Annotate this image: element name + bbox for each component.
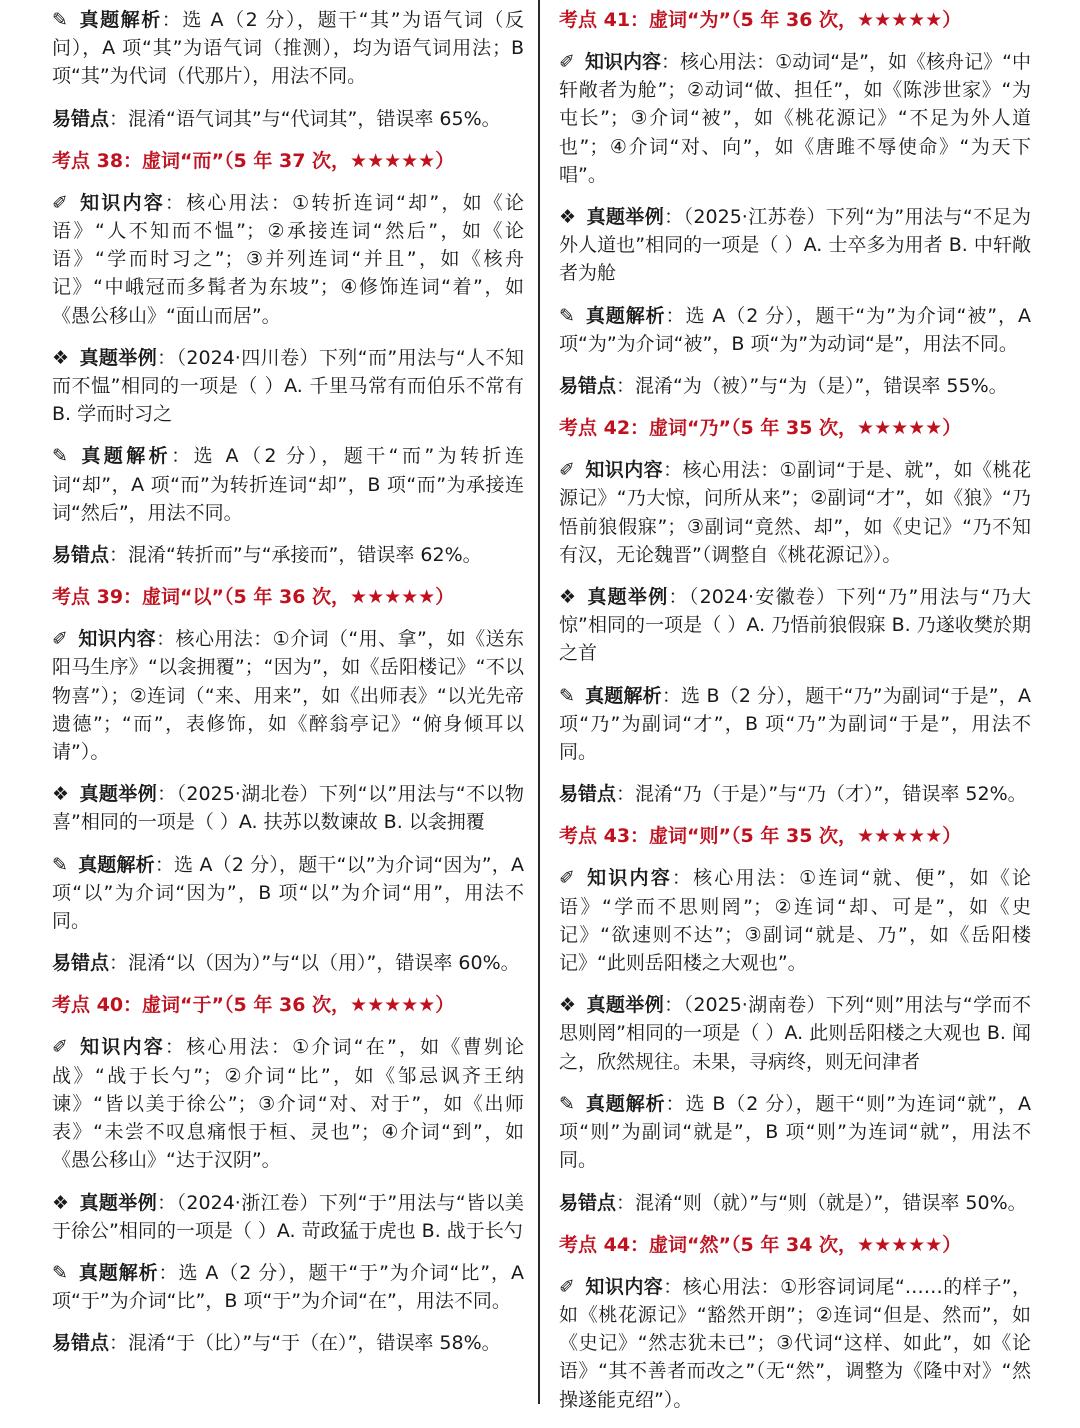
analysis-text: ：选 A（2 分），题干“以”为介词“因为”，A 项“以”为介词“因为”，B 项“以”为介词“用”，用法不同。 — [52, 853, 524, 933]
knowledge-label: 知识内容 — [584, 51, 662, 73]
pitfall-text: ：混淆“乃（于是）”与“乃（才）”，错误率 52%。 — [616, 783, 1027, 806]
analysis-label: 真题解析 — [77, 853, 155, 876]
analysis-block — [52, 6, 524, 91]
point-heading: 考点 42：虚词“乃”（5 年 35 次，★★★★★） — [559, 417, 962, 440]
analysis-label: 真题解析 — [77, 9, 162, 31]
pitfall-label: 易错点 — [559, 783, 617, 806]
pitfall-block — [559, 372, 1031, 400]
pitfall-text: ：混淆“语气词其”与“代词其”，错误率 65%。 — [109, 107, 501, 130]
point-heading: 考点 44：虚词“然”（5 年 34 次，★★★★★） — [559, 1233, 962, 1256]
pen-icon: ✐ — [559, 867, 575, 890]
analysis-text: ：选 A（2 分），题干“而”为转折连词“却”，A 项“而”为转折连词“却”，B 项“而”为承接连词“然后”，用法不同。 — [52, 445, 524, 524]
diamond-icon: ❖ — [559, 206, 577, 229]
example-text: ：（2024·安徽卷）下列“乃”用法与“乃大惊”相同的一项是（ ）A. 乃悟前狼假寐 B. 乃遂收樊於期之首 — [559, 586, 1031, 665]
point-heading: 考点 41：虚词“为”（5 年 36 次，★★★★★） — [559, 9, 962, 31]
example-text: ：（2025·湖北卷）下列“以”用法与“不以物喜”相同的一项是（ ）A. 扶苏以数谏故 B. 以衾拥覆 — [52, 783, 524, 834]
pitfall-label: 易错点 — [559, 1191, 617, 1214]
example-label: 真题举例 — [587, 586, 669, 609]
analysis-text: ：选 B（2 分），题干“乃”为副词“于是”，A 项“乃”为副词“才”，B 项“乃”为副词“于是”，用法不同。 — [559, 684, 1031, 764]
example-label: 真题举例 — [79, 783, 158, 806]
example-block — [52, 344, 524, 429]
pitfall-block — [52, 541, 524, 569]
knowledge-block — [559, 48, 1031, 189]
knowledge-text: ：核心用法：①形容词词尾“……的样子”，如《桃花源记》“豁然开朗”；②连词“但是、然而”，如《史记》“然志犹未已”；③代词“这样、如此”，如《论语》“其不善者而改之”（无“然”，调整为《隆中对》“然操遂能克绍”）。 — [559, 1275, 1031, 1411]
diamond-icon: ❖ — [52, 1191, 70, 1214]
pencil-icon: ✎ — [559, 684, 575, 707]
pen-icon: ✐ — [559, 1275, 575, 1298]
analysis-text: ：选 A（2 分），题干“于”为介词“比”，A 项“于”为介词“比”，B 项“于”为介词“在”，用法不同。 — [52, 1261, 524, 1313]
example-block — [559, 583, 1031, 668]
example-text: ：（2025·江苏卷）下列“为”用法与“不足为外人道也”相同的一项是（ ）A. 士卒多为用者 B. 中轩敞者为舱 — [559, 206, 1031, 285]
example-block — [559, 203, 1031, 288]
pitfall-label: 易错点 — [52, 544, 110, 567]
analysis-block — [52, 851, 524, 936]
knowledge-text: ：核心用法：①介词（“用、拿”，如《送东阳马生序》“以衾拥覆”；“因为”，如《岳阳楼记》“不以物喜”）；②连词（“来、用来”，如《出师表》“以光先帝遗德”；“而”，表修饰，如《醉翁亭记》“俯身倾耳以请”）。 — [52, 628, 524, 764]
analysis-text: ：选 A（2 分），题干“为”为介词“被”，A 项“为”为介词“被”，B 项“为”为动词“是”，用法不同。 — [559, 304, 1031, 355]
knowledge-label: 知识内容 — [584, 867, 672, 890]
analysis-block — [559, 682, 1031, 767]
analysis-label: 真题解析 — [77, 1261, 159, 1284]
pitfall-label: 易错点 — [52, 952, 110, 975]
example-block — [52, 780, 524, 836]
knowledge-label: 知识内容 — [77, 1036, 165, 1059]
pitfall-block — [52, 105, 524, 133]
right-column — [559, 6, 1031, 1428]
example-label: 真题举例 — [586, 994, 665, 1017]
analysis-label: 真题解析 — [584, 304, 666, 327]
knowledge-text: ：核心用法：①动词“是”，如《核舟记》“中轩敞者为舱”；②动词“做、担任”，如《陈涉世家》“为屯长”；③介词“被”，如《桃花源记》“不足为外人道也”；④介词“对、向”，如《唐雎不辱使命》“为天下唱”。 — [559, 51, 1031, 186]
analysis-text: ：选 B（2 分），题干“则”为连词“就”，A 项“则”为副词“就是”，B 项“则”为连词“就”，用法不同。 — [559, 1092, 1031, 1172]
pitfall-label: 易错点 — [52, 107, 110, 130]
column-divider — [538, 0, 540, 1404]
analysis-block — [52, 442, 524, 527]
example-text: ：（2024·四川卷）下列“而”用法与“人不知而不愠”相同的一项是（ ）A. 千里马常有而伯乐不常有 B. 学而时习之 — [52, 346, 524, 426]
knowledge-label: 知识内容 — [77, 191, 165, 214]
pencil-icon: ✎ — [559, 1092, 575, 1115]
pitfall-text: ：混淆“以（因为）”与“以（用）”，错误率 60%。 — [109, 952, 520, 975]
example-label: 真题举例 — [586, 206, 665, 229]
analysis-text: ：选 A（2 分），题干“其”为语气词（反问），A 项“其”为语气词（推测），均为语气词用法；B 项“其”为代词（代那片），用法不同。 — [52, 9, 524, 88]
diamond-icon: ❖ — [52, 783, 70, 806]
knowledge-label: 知识内容 — [584, 459, 664, 482]
pen-icon: ✐ — [559, 51, 575, 73]
example-text: ：（2024·浙江卷）下列“于”用法与“皆以美于徐公”相同的一项是（ ）A. 苛政猛于虎也 B. 战于长勺 — [52, 1191, 524, 1242]
knowledge-label: 知识内容 — [77, 628, 157, 651]
diamond-icon: ❖ — [52, 346, 70, 369]
analysis-label: 真题解析 — [77, 445, 172, 468]
knowledge-label: 知识内容 — [584, 1275, 664, 1298]
pitfall-text: ：混淆“转折而”与“承接而”，错误率 62%。 — [109, 544, 482, 567]
point-heading: 考点 38：虚词“而”（5 年 37 次，★★★★★） — [52, 149, 455, 172]
pitfall-block — [559, 780, 1031, 808]
pitfall-text: ：混淆“为（被）”与“为（是）”，错误率 55%。 — [616, 375, 1008, 398]
pen-icon: ✐ — [52, 628, 68, 651]
knowledge-block — [559, 1273, 1031, 1414]
knowledge-block — [52, 625, 524, 766]
diamond-icon: ❖ — [559, 994, 577, 1017]
diamond-icon: ❖ — [559, 586, 578, 609]
pen-icon: ✐ — [52, 1036, 68, 1059]
point-heading: 考点 39：虚词“以”（5 年 36 次，★★★★★） — [52, 586, 455, 609]
pencil-icon: ✎ — [52, 1261, 68, 1284]
pencil-icon: ✎ — [559, 304, 575, 327]
example-text: ：（2025·湖南卷）下列“则”用法与“学而不思则罔”相同的一项是（ ）A. 此则岳阳楼之大观也 B. 闻之，欣然规往。未果，寻病终，则无问津者 — [559, 994, 1031, 1073]
pencil-icon: ✎ — [52, 445, 68, 468]
knowledge-block — [559, 456, 1031, 569]
pitfall-block — [559, 1189, 1031, 1217]
knowledge-text: ：核心用法：①转折连词“却”，如《论语》“人不知而不愠”；②承接连词“然后”，如《论语》“学而时习之”；③并列连词“并且”，如《核舟记》“中峨冠而多髯者为东坡”；④修饰连词“着”，如《愚公移山》“面山而居”。 — [52, 191, 524, 327]
knowledge-block — [559, 864, 1031, 977]
pitfall-block — [52, 949, 524, 977]
left-column — [52, 6, 524, 1372]
pitfall-text: ：混淆“则（就）”与“则（就是）”，错误率 50%。 — [616, 1191, 1027, 1214]
analysis-label: 真题解析 — [584, 1092, 666, 1115]
analysis-block — [52, 1259, 524, 1315]
analysis-label: 真题解析 — [584, 684, 662, 707]
pitfall-text: ：混淆“于（比）”与“于（在）”，错误率 58%。 — [109, 1332, 501, 1355]
example-label: 真题举例 — [79, 346, 158, 369]
pen-icon: ✐ — [559, 459, 575, 482]
point-heading: 考点 43：虚词“则”（5 年 35 次，★★★★★） — [559, 825, 962, 848]
analysis-block — [559, 1090, 1031, 1175]
example-block — [52, 1189, 524, 1245]
point-heading: 考点 40：虚词“于”（5 年 36 次，★★★★★） — [52, 994, 455, 1017]
knowledge-text: ：核心用法：①副词“于是、就”，如《桃花源记》“乃大惊，问所从来”；②副词“才”，如《狼》“乃悟前狼假寐”；③副词“竟然、却”，如《史记》“乃不知有汉，无论魏晋”（调整自《桃花源记》）。 — [559, 459, 1031, 566]
pitfall-label: 易错点 — [52, 1332, 110, 1355]
pencil-icon: ✎ — [52, 853, 68, 876]
pitfall-label: 易错点 — [559, 375, 617, 398]
knowledge-text: ：核心用法：①连词“就、便”，如《论语》“学而不思则罔”；②连词“却、可是”，如《史记》“欲速则不达”；③副词“就是、乃”，如《岳阳楼记》“此则岳阳楼之大观也”。 — [559, 867, 1031, 975]
pencil-icon: ✎ — [52, 9, 68, 31]
pitfall-block — [52, 1329, 524, 1357]
analysis-block — [559, 302, 1031, 358]
example-label: 真题举例 — [79, 1191, 158, 1214]
knowledge-block — [52, 189, 524, 330]
knowledge-text: ：核心用法：①介词“在”，如《曹刿论战》“战于长勺”；②介词“比”，如《邹忌讽齐王纳谏》“皆以美于徐公”；③介词“对、对于”，如《出师表》“未尝不叹息痛恨于桓、灵也”；④介词“到”，如《愚公移山》“达于汉阴”。 — [52, 1036, 524, 1172]
example-block — [559, 991, 1031, 1076]
knowledge-block — [52, 1033, 524, 1174]
pen-icon: ✐ — [52, 191, 68, 214]
